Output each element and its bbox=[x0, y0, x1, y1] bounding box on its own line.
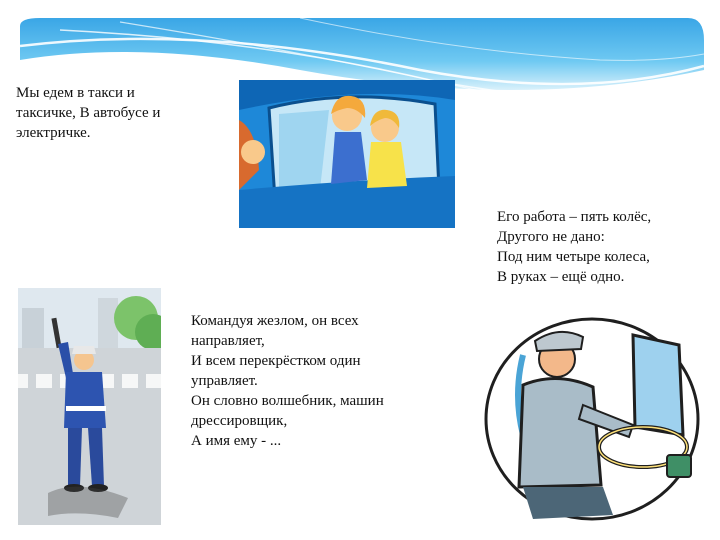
taxi-children-image bbox=[239, 80, 455, 228]
police-riddle-text: Командуя жезлом, он всех направляет, И всем перекрёстком один управляет. Он словно волшебник, машин дрессировщик, А имя ему - ... bbox=[191, 313, 384, 449]
taxi-poem-text: Мы едем в такси и таксичке, В автобусе и электричке. bbox=[16, 85, 161, 141]
bus-driver-image bbox=[483, 315, 701, 523]
traffic-police-image bbox=[18, 288, 161, 525]
driver-riddle-text: Его работа – пять колёс, Другого не дано: Под ним четыре колеса, В руках – ещё одно. bbox=[497, 209, 652, 285]
